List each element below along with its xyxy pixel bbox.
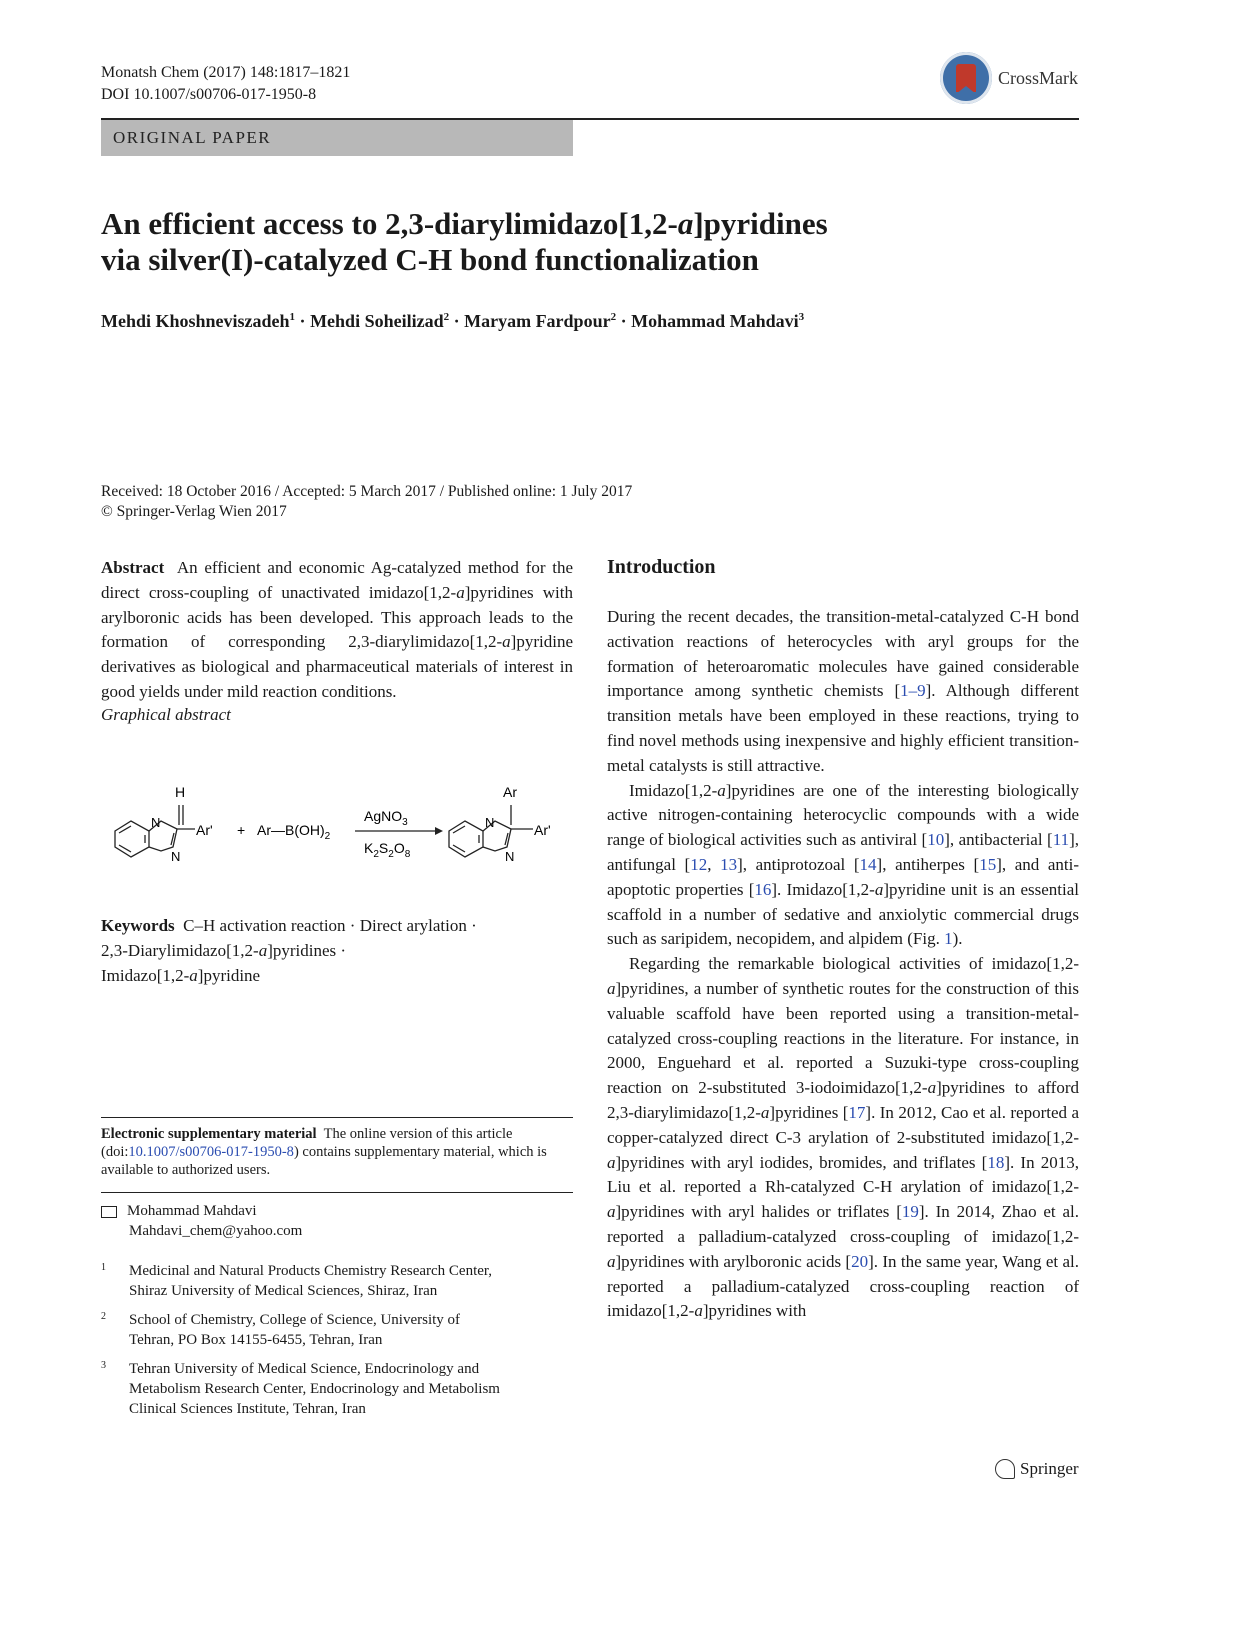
- title-text: ]pyridines: [693, 206, 828, 241]
- intro-text: During the recent decades, the transition-metal-catalyzed C-H bond activation reactions of heterocycles with aryl groups for the formation of heteroaromatic molecules have gained considerable importance among synthetic chemists [: [607, 607, 1079, 701]
- affiliation-number: 2: [101, 1311, 106, 1322]
- citation-link[interactable]: 12: [690, 854, 708, 874]
- citation-link[interactable]: 14: [859, 854, 877, 874]
- keyword-text: C–H activation reaction · Direct arylation ·: [183, 916, 477, 935]
- introduction-heading: Introduction: [607, 556, 716, 578]
- journal-citation: Monatsh Chem (2017) 148:1817–1821: [101, 64, 351, 81]
- copyright: © Springer-Verlag Wien 2017: [101, 503, 287, 520]
- intro-paragraph: [607, 605, 1079, 779]
- citation-link[interactable]: 15: [979, 854, 997, 874]
- keyword-text: 2,3-Diarylimidazo[1,2-: [101, 940, 259, 960]
- reaction-scheme: [101, 775, 573, 875]
- intro-text: ]pyridines with aryl halides or triflates [: [615, 1202, 902, 1222]
- intro-italic: a: [927, 1078, 937, 1098]
- esm-text: ) contains supplementary material, which is available to authorized users.: [101, 1144, 547, 1178]
- reagent-silver: [364, 808, 408, 828]
- esm-doi-link[interactable]: 10.1007/s00706-017-1950-8: [128, 1144, 294, 1160]
- keyword-text: Imidazo[1,2-: [101, 965, 190, 985]
- history-dates: Received: 18 October 2016 / Accepted: 5 March 2017 / Published online: 1 July 2017: [101, 483, 633, 500]
- abstract-label: Abstract: [101, 558, 165, 577]
- intro-italic: a: [760, 1102, 770, 1122]
- intro-text: ]pyridines are one of the interesting biologically active nitrogen-containing heterocyclic compounds with a wide range of biological activities such as antiviral [: [607, 780, 1079, 850]
- esm-rule: [101, 1192, 573, 1193]
- n-label: N: [151, 815, 161, 830]
- author: Mehdi Soheilizad: [310, 311, 444, 331]
- abstract-italic: a: [502, 632, 511, 652]
- intro-italic: a: [607, 1152, 616, 1172]
- supplementary-note: [101, 1125, 573, 1179]
- introduction-body: [607, 605, 1079, 1324]
- publisher-name: Springer: [1020, 1459, 1079, 1478]
- intro-text: ]pyridines to afford 2,3-diarylimidazo[1,2-: [607, 1078, 1079, 1122]
- intro-text: ], antibacterial [: [944, 830, 1053, 850]
- reagent-subscript: 3: [402, 817, 408, 828]
- crossmark-icon: [940, 52, 992, 104]
- intro-text: ], antiherpes [: [876, 854, 980, 874]
- intro-italic: a: [717, 780, 726, 800]
- affiliation-line: Metabolism Research Center, Endocrinology and Metabolism: [129, 1381, 500, 1397]
- title-text: An efficient access to 2,3-diarylimidazo[1,2-: [101, 206, 678, 241]
- section-label: ORIGINAL PAPER: [113, 128, 272, 147]
- section-banner: [101, 120, 573, 156]
- abstract-body: An efficient and economic Ag-catalyzed method for the direct cross-coupling of unactivated imidazo[1,2-: [101, 558, 574, 602]
- intro-text: ).: [952, 929, 963, 949]
- citation-link[interactable]: 16: [754, 879, 772, 899]
- author-separator: ·: [295, 311, 311, 331]
- author-affiliation: 3: [798, 311, 805, 323]
- intro-text: ]pyridines, a number of synthetic routes for the construction of this valuable scaffold have been reported using a transition-metal-catalyzed cross-coupling reactions in the literature. For instance, in 2000, Enguehard et al. reported a Suzuki-type cross-coupling reaction on 2-substituted 3-iodoimidazo[1,2-: [607, 978, 1079, 1098]
- affiliation-line: Tehran University of Medical Science, Endocrinology and: [129, 1361, 480, 1377]
- publication-dates: [101, 482, 632, 522]
- intro-text: ]. In 2013, Liu et al. reported a Rh-catalyzed C-H arylation of imidazo[1,2-: [607, 1152, 1080, 1197]
- pyridine-ring: [449, 821, 483, 857]
- intro-italic: a: [694, 1301, 703, 1321]
- h-label: H: [175, 784, 186, 800]
- intro-text: Regarding the remarkable biological activities of imidazo[1,2-: [629, 954, 1079, 974]
- intro-text: ]pyridines [: [769, 1102, 849, 1122]
- intro-paragraph: [607, 952, 1079, 1324]
- keyword-text: ]pyridines ·: [267, 940, 347, 960]
- author: Maryam Fardpour: [464, 311, 611, 331]
- ar-prime-label: Ar': [196, 822, 213, 838]
- intro-text: ], antiprotozoal [: [737, 854, 860, 874]
- abstract-text: [101, 556, 573, 705]
- n-label: N: [485, 815, 495, 830]
- reagent-text: K: [364, 840, 374, 856]
- affiliation-number: 1: [101, 1262, 106, 1273]
- author-list: [101, 311, 804, 332]
- affiliation: [101, 1261, 573, 1301]
- intro-text: ], and anti-apoptotic properties [: [607, 854, 1080, 899]
- abstract-italic: a: [456, 582, 465, 602]
- keyword-italic: a: [258, 940, 268, 960]
- keywords-line: [101, 964, 573, 989]
- paper-title: [101, 206, 1081, 278]
- abstract-body: ]pyridine derivatives as biological and pharmaceutical materials of interest in good yields under mild reaction conditions.: [101, 632, 573, 701]
- reagent-text: O: [393, 840, 405, 856]
- abstract: [101, 556, 573, 725]
- corresponding-email[interactable]: Mahdavi_chem@yahoo.com: [129, 1223, 303, 1239]
- figure-link[interactable]: 1: [944, 929, 953, 949]
- intro-text: ]pyridines with: [702, 1301, 807, 1321]
- reactant-structure: [115, 805, 195, 857]
- affiliation-line: Clinical Sciences Institute, Tehran, Iran: [129, 1401, 366, 1417]
- author-affiliation: 1: [289, 311, 296, 323]
- title-line-1: [101, 206, 1081, 242]
- arrowhead: [435, 827, 443, 835]
- intro-text: ]pyridines with aryl iodides, bromides, and triflates [: [615, 1152, 988, 1172]
- affiliation-line: School of Chemistry, College of Science, University of: [129, 1312, 461, 1328]
- intro-text: ]. In 2012, Cao et al. reported a copper-catalyzed direct C-3 arylation of 2-substituted imidazo[1,2-: [607, 1102, 1079, 1147]
- abstract-body: ]pyridines with arylboronic acids has been developed. This approach leads to the formation of corresponding 2,3-diarylimidazo[1,2-: [101, 582, 573, 652]
- author: Mohammad Mahdavi: [631, 311, 799, 331]
- intro-text: ]. Although different transition metals have been employed in these reactions, trying to find novel methods using inexpensive and highly efficient transition-metal catalysts is still attractive.: [607, 681, 1079, 775]
- intro-italic: a: [607, 978, 616, 998]
- affiliation-line: Shiraz University of Medical Sciences, Shiraz, Iran: [129, 1283, 438, 1299]
- citation-link[interactable]: 10: [927, 830, 945, 850]
- esm-label: Electronic supplementary material: [101, 1126, 317, 1142]
- author-separator: ·: [449, 311, 465, 331]
- reagent-subscript: 2: [388, 849, 394, 860]
- intro-text: ]pyridine unit is an essential scaffold in a number of sedative and anxiolytic commercial drugs such as saripidem, necopidem, and alpidem (Fig.: [607, 879, 1079, 949]
- crossmark-badge[interactable]: [940, 48, 1080, 108]
- plus-sign: +: [237, 822, 246, 838]
- esm-rule: [101, 1117, 573, 1118]
- citation-link[interactable]: 11: [1052, 830, 1070, 850]
- affiliation-number: 3: [101, 1360, 106, 1371]
- title-line-2: via silver(I)-catalyzed C-H bond functionalization: [101, 242, 759, 277]
- author-separator: ·: [616, 311, 632, 331]
- boronic-acid: [257, 822, 331, 842]
- citation-link[interactable]: 19: [901, 1202, 919, 1222]
- citation-link[interactable]: 20: [851, 1251, 869, 1271]
- citation-link[interactable]: 13: [720, 854, 738, 874]
- intro-text: Imidazo[1,2-: [629, 780, 718, 800]
- author-affiliation: 2: [443, 311, 450, 323]
- esm-text: The online version of this article (doi:: [101, 1126, 513, 1160]
- intro-paragraph: [607, 779, 1079, 953]
- n-label: N: [171, 849, 181, 864]
- author-affiliation: 2: [610, 311, 617, 323]
- doi: DOI 10.1007/s00706-017-1950-8: [101, 86, 317, 103]
- boronic-text: Ar—B(OH): [257, 822, 325, 838]
- publisher-logo: [995, 1459, 1079, 1479]
- intro-text: ]. In the same year, Wang et al. reported a palladium-catalyzed cross-coupling reaction of imidazo[1,2-: [607, 1251, 1079, 1321]
- affiliation: [101, 1359, 573, 1419]
- intro-italic: a: [607, 1251, 616, 1271]
- affiliation: [101, 1310, 573, 1350]
- intro-italic: a: [874, 879, 884, 899]
- reagent-subscript: 8: [404, 849, 411, 860]
- citation-link[interactable]: 1–9: [900, 681, 926, 701]
- title-italic: a: [677, 206, 694, 241]
- reagent-text: AgNO: [364, 808, 403, 824]
- affiliation-line: Tehran, PO Box 14155-6455, Tehran, Iran: [129, 1332, 383, 1348]
- boronic-subscript: 2: [324, 831, 331, 842]
- reagent-subscript: 2: [373, 849, 379, 860]
- keyword-italic: a: [189, 965, 198, 985]
- author: Mehdi Khoshneviszadeh: [101, 311, 290, 331]
- citation-link[interactable]: 17: [848, 1102, 866, 1122]
- intro-italic: a: [607, 1202, 616, 1222]
- ar-label: Ar: [503, 784, 517, 800]
- pyridine-ring: [115, 821, 149, 857]
- corresponding-author: [101, 1201, 302, 1241]
- keywords-label: Keywords: [101, 916, 175, 935]
- reagent-text: S: [378, 840, 389, 856]
- n-label: N: [505, 849, 515, 864]
- ar-prime-label: Ar': [534, 822, 551, 838]
- intro-text: ], antifungal [: [607, 830, 1079, 874]
- keyword-text: ]pyridine: [197, 965, 261, 985]
- intro-text: ]pyridines with arylboronic acids [: [615, 1251, 852, 1271]
- crossmark-label: CrossMark: [998, 67, 1078, 88]
- citation-link[interactable]: 18: [987, 1152, 1005, 1172]
- corresponding-name: Mohammad Mahdavi: [127, 1203, 257, 1219]
- graphical-abstract-label: Graphical abstract: [101, 704, 231, 724]
- intro-text: ]. Imidazo[1,2-: [771, 879, 875, 899]
- springer-horse-icon: [995, 1459, 1015, 1479]
- intro-text: ]. In 2014, Zhao et al. reported a palladium-catalyzed cross-coupling of imidazo[1,2-: [607, 1202, 1079, 1246]
- reagent-oxidant: [364, 840, 411, 860]
- keywords-line: [101, 914, 573, 939]
- keywords: [101, 914, 573, 988]
- envelope-icon: [101, 1206, 117, 1218]
- affiliation-line: Medicinal and Natural Products Chemistry Research Center,: [129, 1263, 493, 1279]
- journal-header: [101, 62, 350, 106]
- product-structure: [449, 805, 533, 857]
- keywords-line: [101, 939, 573, 964]
- intro-text: ,: [707, 854, 721, 874]
